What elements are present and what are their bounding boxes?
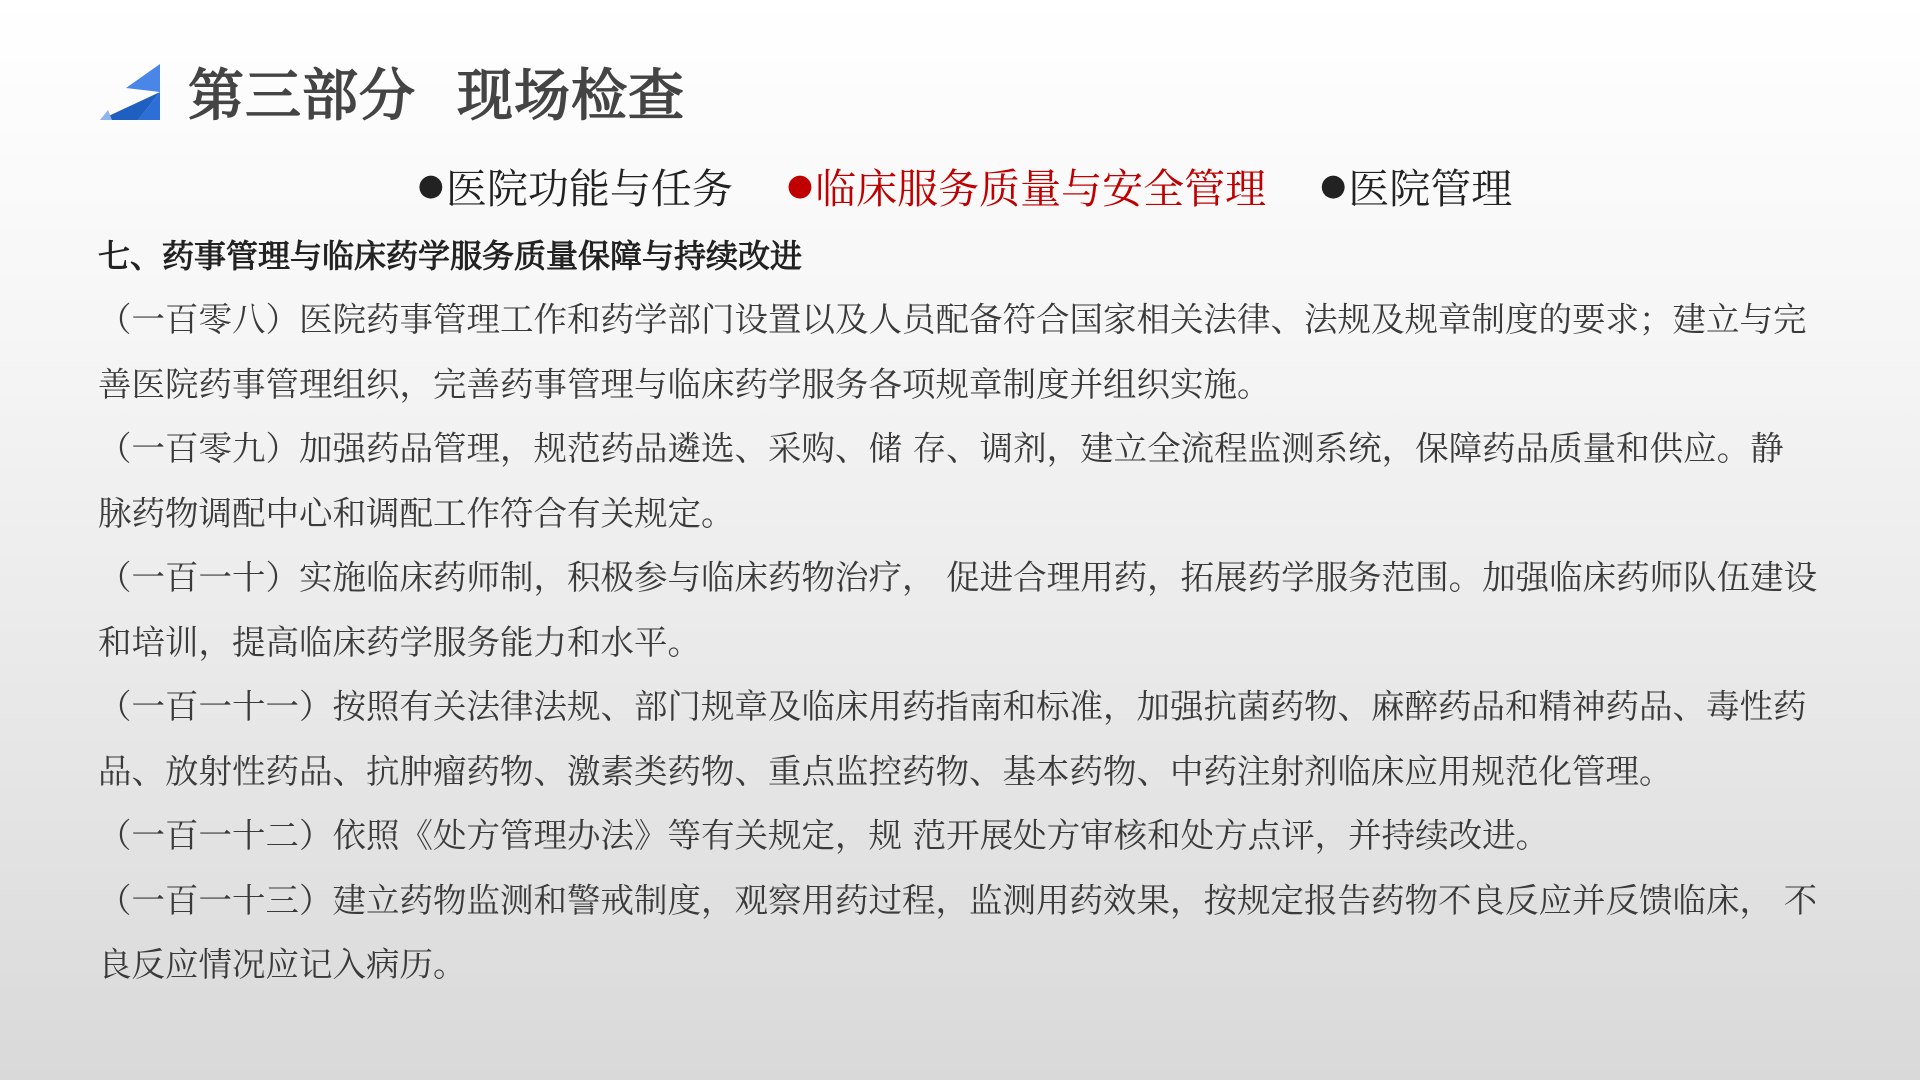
section-nav xyxy=(0,155,1920,215)
section-heading: 七、药事管理与临床药学服务质量保障与持续改进 xyxy=(98,237,803,275)
bullet-icon: ● xyxy=(417,167,444,203)
slide-header xyxy=(98,52,685,132)
nav-item-label: 医院管理 xyxy=(1348,164,1513,213)
clause-113: （一百一十三）建立药物监测和警戒制度，观察用药过程，监测用药效果，按规定报告药物不良反应并反馈临床， 不良反应情况应记入病历。 xyxy=(98,880,1818,984)
triangle-logo-icon xyxy=(98,60,172,124)
clause-108: （一百零八）医院药事管理工作和药学部门设置以及人员配备符合国家相关法律、法规及规章制度的要求；建立与完善医院药事管理组织，完善药事管理与临床药学服务各项规章制度并组织实施。 xyxy=(98,300,1807,404)
content-body xyxy=(98,230,1823,998)
nav-item-label: 临床服务质量与安全管理 xyxy=(815,164,1267,213)
slide-title: 第三部分 现场检查 xyxy=(188,64,685,129)
nav-item-hospital-management xyxy=(1320,155,1512,215)
nav-item-hospital-function xyxy=(418,155,733,215)
nav-item-clinical-quality xyxy=(787,155,1266,215)
nav-item-label: 医院功能与任务 xyxy=(445,164,733,213)
clause-112: （一百一十二）依照《处方管理办法》等有关规定，规 范开展处方审核和处方点评，并持续改进。 xyxy=(98,816,1550,855)
bullet-icon: ● xyxy=(1320,167,1347,203)
bullet-icon: ● xyxy=(786,167,814,203)
clause-110: （一百一十）实施临床药师制，积极参与临床药物治疗， 促进合理用药，拓展药学服务范围。加强临床药师队伍建设和培训，提高临床药学服务能力和水平。 xyxy=(98,558,1818,662)
clause-109: （一百零九）加强药品管理，规范药品遴选、采购、储 存、调剂，建立全流程监测系统，保障药品质量和供应。静 脉药物调配中心和调配工作符合有关规定。 xyxy=(98,429,1784,533)
clause-111: （一百一十一）按照有关法律法规、部门规章及临床用药指南和标准，加强抗菌药物、麻醉药品和精神药品、毒性药品、放射性药品、抗肿瘤药物、激素类药物、重点监控药物、基本药物、中药注射剂临床应用规范化管理。 xyxy=(98,687,1807,791)
